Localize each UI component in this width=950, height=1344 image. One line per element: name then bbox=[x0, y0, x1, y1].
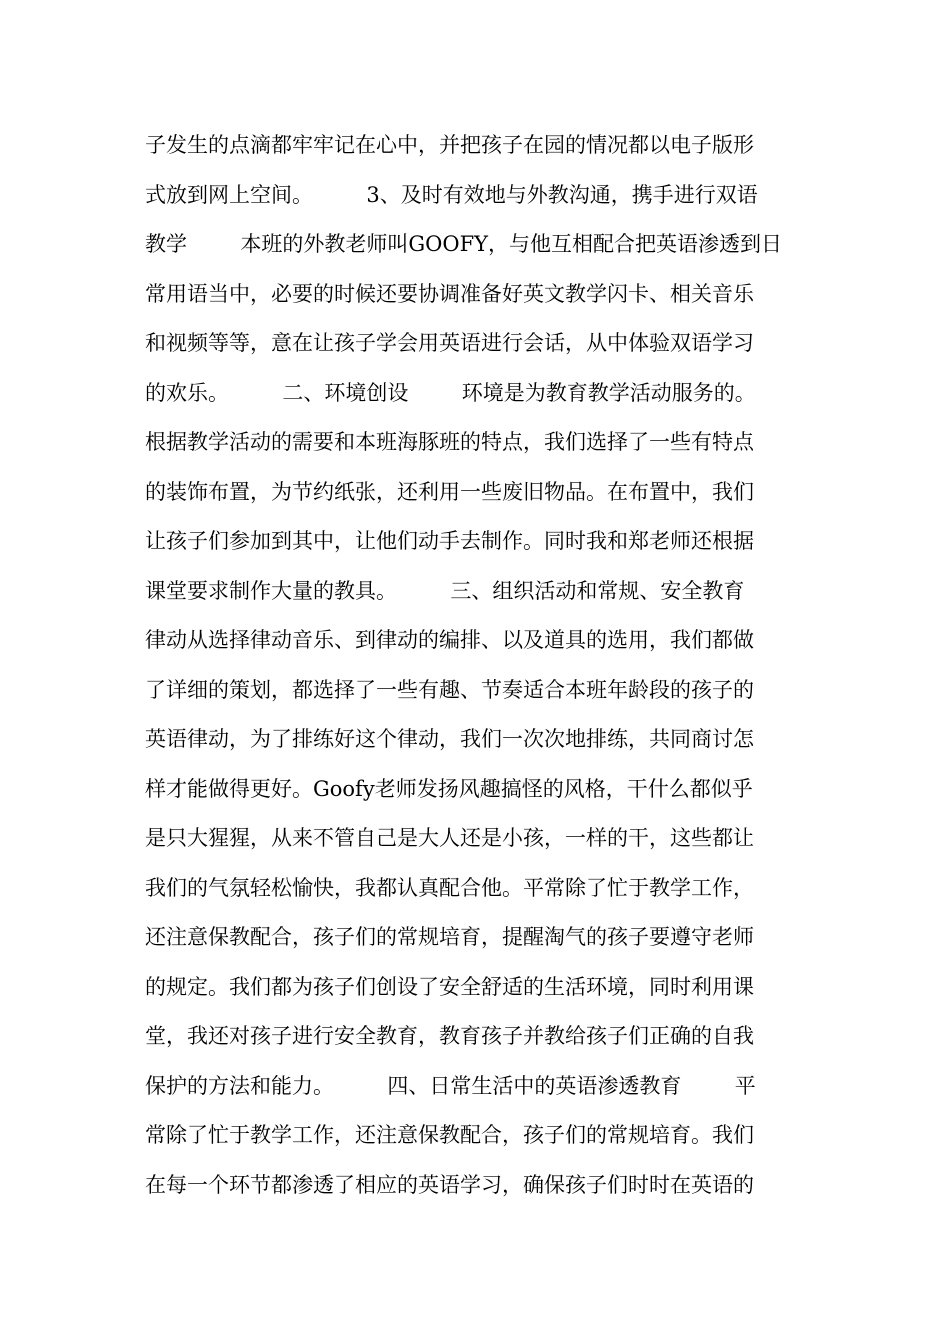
text-line: 常除了忙于教学工作，还注意保教配合，孩子们的常规培育。我们 bbox=[145, 1123, 754, 1147]
text-line: 的装饰布置，为节约纸张，还利用一些废旧物品。在布置中，我们 bbox=[145, 479, 754, 504]
text-line: 的欢乐。 二、环境创设 环境是为教育教学活动服务的。 bbox=[145, 380, 756, 405]
text-line: 式放到网上空间。 3、及时有效地与外教沟通，携手进行双语 bbox=[145, 182, 758, 207]
text-line: 了详细的策划，都选择了一些有趣、节奏适合本班年龄段的孩子的 bbox=[145, 677, 754, 702]
text-line: 还注意保教配合，孩子们的常规培育，提醒淘气的孩子要遵守老师 bbox=[145, 925, 754, 949]
body-text bbox=[145, 128, 815, 1217]
text-line: 是只大猩猩，从来不管自己是大人还是小孩，一样的干，这些都让 bbox=[145, 826, 754, 850]
text-line: 堂，我还对孩子进行安全教育，教育孩子并教给孩子们正确的自我 bbox=[145, 1024, 754, 1048]
text-line: 的规定。我们都为孩子们创设了安全舒适的生活环境，同时利用课 bbox=[145, 974, 754, 999]
text-line: 让孩子们参加到其中，让他们动手去制作。同时我和郑老师还根据 bbox=[145, 529, 754, 553]
text-line: 和视频等等，意在让孩子学会用英语进行会话，从中体验双语学习 bbox=[145, 331, 754, 355]
text-line: 根据教学活动的需要和本班海豚班的特点，我们选择了一些有特点 bbox=[145, 430, 754, 454]
text-line: 律动从选择律动音乐、到律动的编排、以及道具的选用，我们都做 bbox=[145, 628, 754, 652]
text-line: 课堂要求制作大量的教具。 三、组织活动和常规、安全教育 bbox=[145, 578, 745, 603]
text-line: 常用语当中，必要的时候还要协调准备好英文教学闪卡、相关音乐 bbox=[145, 281, 754, 306]
text-line: 英语律动，为了排练好这个律动，我们一次次地排练，共同商讨怎 bbox=[145, 727, 754, 751]
text-line: 在每一个环节都渗透了相应的英语学习，确保孩子们时时在英语的 bbox=[145, 1172, 754, 1197]
text-line: 子发生的点滴都牢牢记在心中，并把孩子在园的情况都以电子版形 bbox=[145, 133, 754, 157]
text-line: 我们的气氛轻松愉快，我都认真配合他。平常除了忙于教学工作， bbox=[145, 875, 754, 900]
text-line: 保护的方法和能力。 四、日常生活中的英语渗透教育 平 bbox=[145, 1073, 756, 1098]
text-line: 教学 本班的外教老师叫GOOFY，与他互相配合把英语渗透到日 bbox=[145, 232, 783, 256]
text-line: 样才能做得更好。Goofy老师发扬风趣搞怪的风格，干什么都似乎 bbox=[145, 776, 753, 801]
